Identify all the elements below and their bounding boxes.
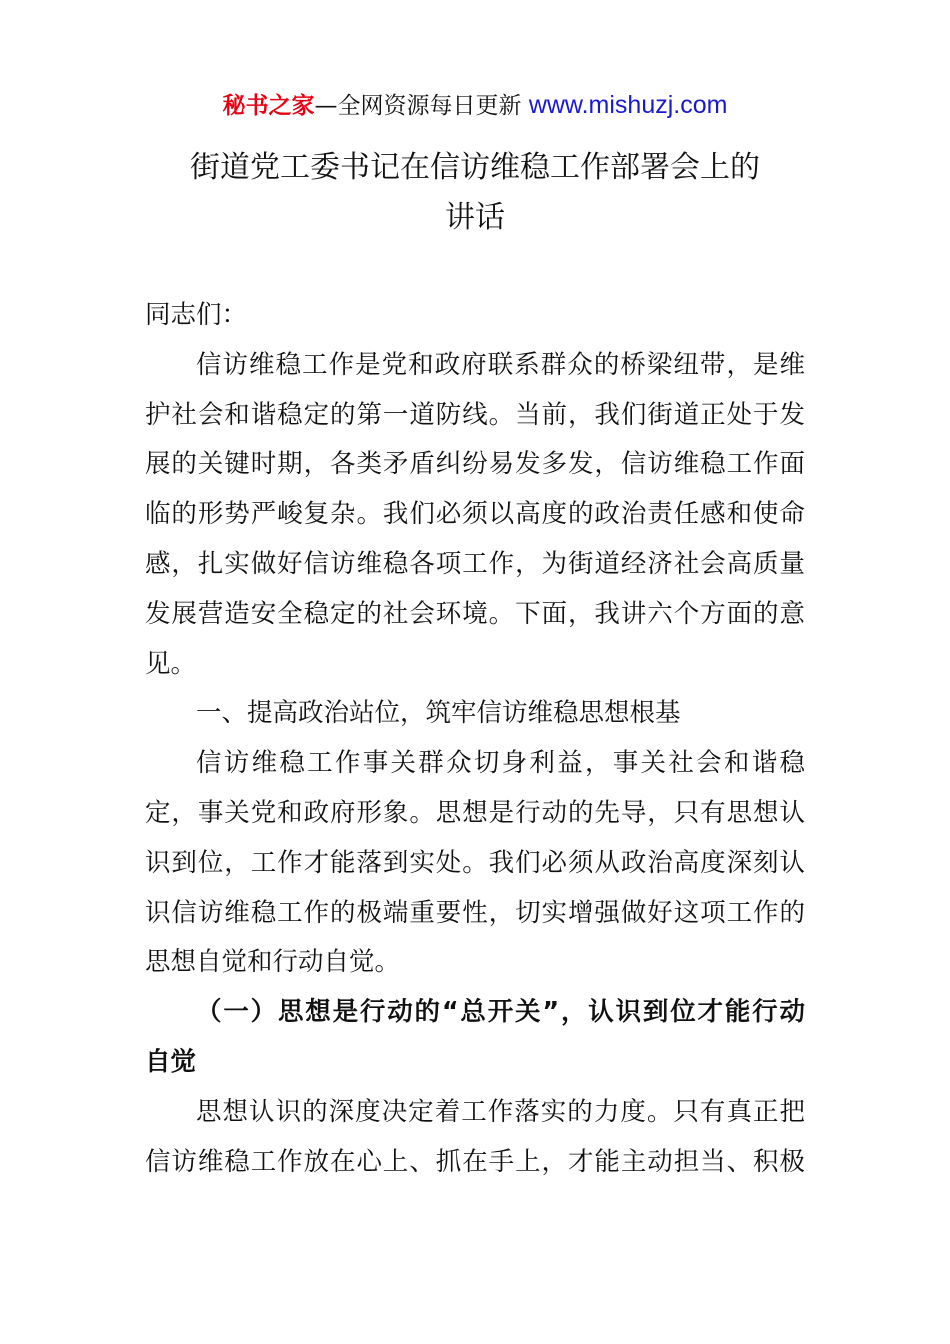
text-line: 识信访维稳工作的极端重要性，切实增强做好这项工作的: [145, 897, 805, 928]
text-line: 信访维稳工作是党和政府联系群众的桥梁纽带，是维: [196, 349, 805, 380]
text-line: 发展营造安全稳定的社会环境。下面，我讲六个方面的意: [145, 598, 805, 629]
text-line: 一、提高政治站位，筑牢信访维稳思想根基: [196, 698, 681, 729]
paragraph: [145, 291, 805, 341]
section-heading: [145, 988, 805, 1088]
slogan: —全网资源每日更新: [314, 93, 529, 119]
document-body: [145, 291, 805, 1187]
text-line: 临的形势严峻复杂。我们必须以高度的政治责任感和使命: [145, 499, 805, 530]
text-line: 展的关键时期，各类矛盾纠纷易发多发，信访维稳工作面: [145, 449, 805, 480]
text-line: 信访维稳工作放在心上、抓在手上，才能主动担当、积极: [145, 1146, 805, 1177]
text-line: （一）思想是行动的“总开关”，认识到位才能行动: [196, 997, 805, 1028]
text-line: 护社会和谐稳定的第一道防线。当前，我们街道正处于发: [145, 399, 805, 430]
text-line: 自觉: [145, 1046, 197, 1077]
brand-name: 秘书之家: [222, 93, 315, 119]
text-line: 信访维稳工作事关群众切身利益，事关社会和谐稳: [196, 748, 805, 779]
site-url-link[interactable]: www.mishuzj.com: [528, 91, 728, 119]
paragraph: [145, 739, 805, 988]
text-line: 见。: [145, 648, 197, 679]
site-header: [0, 88, 950, 123]
paragraph: [145, 341, 805, 690]
paragraph: [145, 1088, 805, 1188]
title-line: 街道党工委书记在信访维稳工作部署会上的: [190, 150, 760, 185]
text-line: 感，扎实做好信访维稳各项工作，为街道经济社会高质量: [145, 548, 805, 579]
title-line: 讲话: [445, 200, 505, 235]
document-title: [145, 143, 805, 243]
text-line: 思想认识的深度决定着工作落实的力度。只有真正把: [196, 1096, 805, 1127]
text-line: 识到位，工作才能落到实处。我们必须从政治高度深刻认: [145, 847, 805, 878]
paragraph: [145, 689, 805, 739]
text-line: 思想自觉和行动自觉。: [145, 947, 401, 978]
text-line: 同志们：: [145, 300, 248, 330]
text-line: 定，事关党和政府形象。思想是行动的先导，只有思想认: [145, 797, 805, 828]
